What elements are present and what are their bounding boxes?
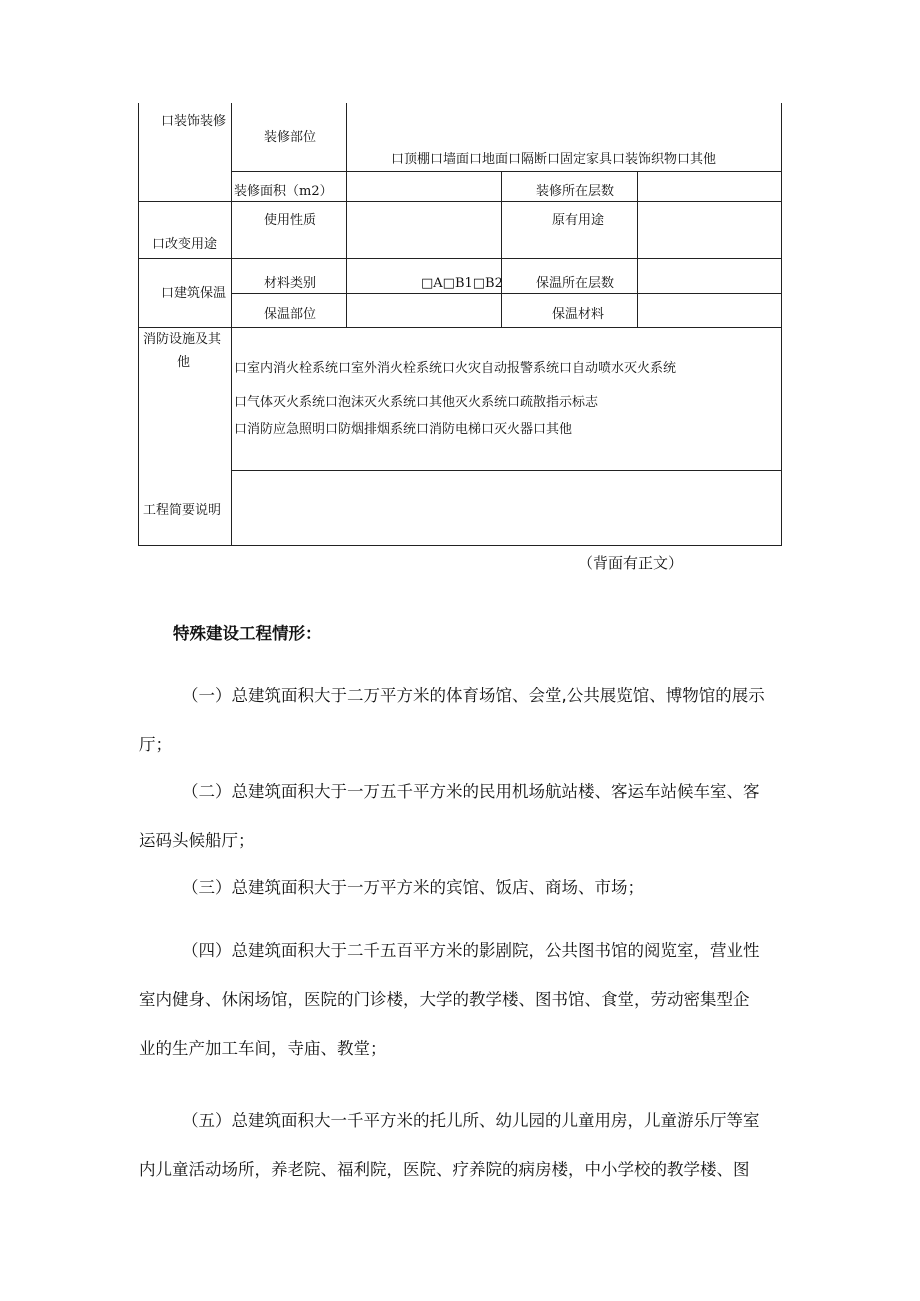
fire-facilities-options-line2[interactable]: 口气体灭火系统口泡沫灭火系统口其他灭火系统口疏散指示标志	[234, 395, 599, 410]
decoration-part-options[interactable]: 口顶棚口墙面口地面口隔断口固定家具口装饰织物口其他	[391, 152, 717, 167]
decoration-label: 口装饰装修	[161, 114, 227, 129]
row-divider-use-change	[138, 201, 782, 202]
back-page-note: （背面有正文）	[578, 554, 684, 572]
use-change-label: 口改变用途	[152, 237, 218, 252]
original-use-label: 原有用途	[552, 213, 605, 228]
original-use-input[interactable]	[639, 203, 780, 257]
insulation-material-type-options[interactable]: □A□B1□B2	[421, 276, 503, 291]
special-item-4-line2: 室内健身、休闲场馆，医院的门诊楼，大学的教学楼、图书馆、食堂，劳动密集型企	[139, 990, 750, 1009]
table-border-right	[781, 103, 782, 546]
fire-facilities-label-line2: 他	[177, 355, 191, 370]
row-divider-insulation-part	[231, 293, 782, 294]
insulation-floor-label: 保温所在层数	[536, 276, 615, 291]
row-divider-insulation	[138, 258, 782, 259]
special-item-2-line1: （二）总建筑面积大于一万五千平方米的民用机场航站楼、客运车站候车室、客	[182, 782, 760, 801]
special-item-5-line1: （五）总建筑面积大一千平方米的托儿所、幼儿园的儿童用房，儿童游乐厅等室	[182, 1111, 760, 1130]
row-divider-decoration-area	[231, 171, 782, 172]
insulation-floor-input[interactable]	[639, 260, 780, 292]
row-divider-fire-facilities	[138, 327, 782, 328]
special-item-1	[139, 671, 784, 769]
special-item-1-line1: （一）总建筑面积大于二万平方米的体育场馆、会堂,公共展览馆、博物馆的展示	[182, 686, 765, 705]
decoration-area-label: 装修面积（m2）	[234, 184, 333, 199]
special-item-4-line1: （四）总建筑面积大于二千五百平方米的影剧院，公共图书馆的阅览室，营业性	[182, 941, 760, 960]
insulation-part-input[interactable]	[348, 295, 500, 326]
insulation-material-type-label: 材料类别	[264, 276, 317, 291]
decoration-part-label: 装修部位	[264, 130, 317, 145]
special-item-2-line2: 运码头候船厅；	[139, 831, 255, 850]
insulation-material-label: 保温材料	[552, 307, 605, 322]
special-item-1-line2: 厅；	[139, 735, 172, 754]
table-border-left	[138, 103, 139, 546]
decoration-area-input[interactable]	[348, 173, 500, 200]
insulation-label: 口建筑保温	[161, 286, 227, 301]
special-item-3	[139, 863, 784, 912]
project-summary-input[interactable]	[233, 472, 780, 544]
row-divider-summary	[231, 470, 782, 471]
special-item-5-line2: 内儿童活动场所，养老院、福利院，医院、疗养院的病房楼，中小学校的教学楼、图	[139, 1160, 750, 1179]
special-item-3-line1: （三）总建筑面积大于一万平方米的宾馆、饭店、商场、市场；	[182, 878, 644, 897]
special-heading: 特殊建设工程情形：	[173, 624, 322, 643]
right-column-divider	[637, 171, 638, 327]
use-nature-label: 使用性质	[264, 213, 317, 228]
use-nature-input[interactable]	[348, 203, 500, 257]
label-column-divider	[231, 103, 232, 546]
special-item-2	[139, 767, 784, 865]
special-item-4-line3: 业的生产加工车间，寺庙、教堂；	[139, 1039, 387, 1058]
special-item-5	[139, 1096, 784, 1194]
fire-facilities-label-line1: 消防设施及其	[143, 332, 222, 347]
table-border-bottom	[138, 545, 782, 546]
fire-facilities-options-line1[interactable]: 口室内消火栓系统口室外消火栓系统口火灾自动报警系统口自动喷水灭火系统	[234, 361, 677, 376]
project-summary-label: 工程简要说明	[143, 503, 222, 518]
decoration-floor-input[interactable]	[639, 173, 780, 200]
insulation-part-label: 保温部位	[264, 307, 317, 322]
fire-facilities-options-line3[interactable]: 口消防应急照明口防烟排烟系统口消防电梯口灭火器口其他	[234, 422, 573, 437]
mid-column-divider	[501, 171, 502, 327]
special-item-4	[139, 926, 784, 1073]
insulation-material-input[interactable]	[639, 295, 780, 326]
decoration-floor-label: 装修所在层数	[536, 184, 615, 199]
